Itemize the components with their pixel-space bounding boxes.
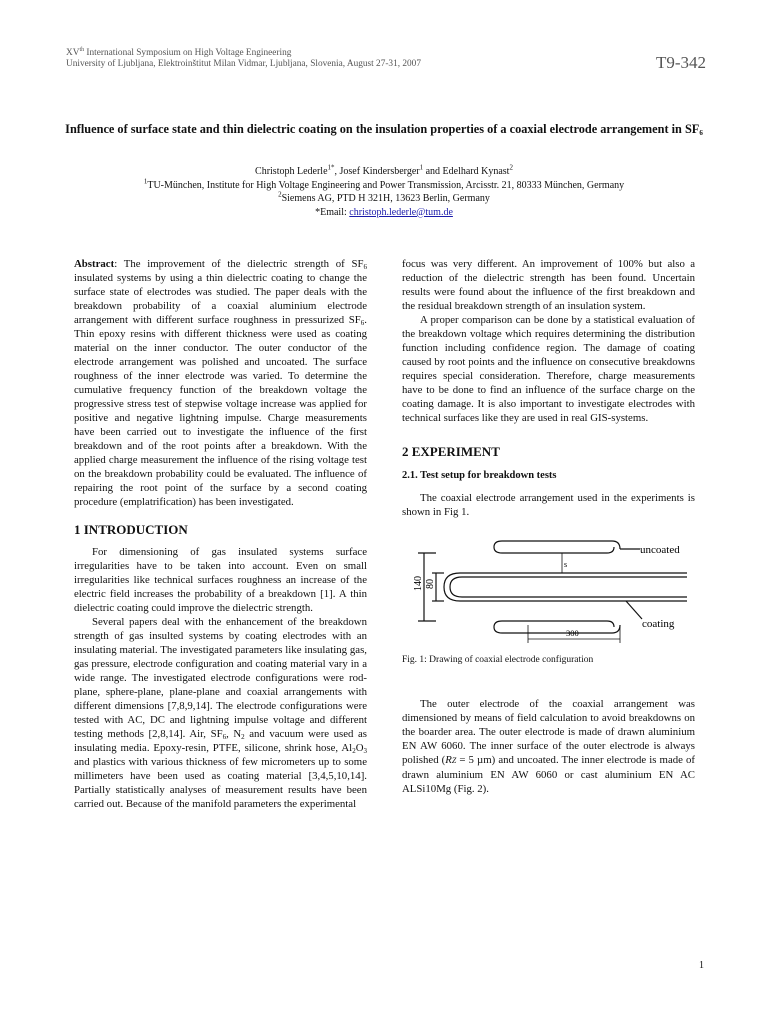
title-text: Influence of surface state and thin dielectric coating on the insulation properties of a coaxial electrode arrangement in SF — [65, 122, 700, 136]
conf-sup: th — [79, 46, 85, 53]
affiliation-1 — [60, 179, 708, 193]
intro-p2-d: O — [355, 742, 364, 754]
intro-paragraph-2 — [74, 615, 367, 811]
sub-2: 2 — [241, 733, 245, 741]
conf-name: International Symposium on High Voltage Engineering — [84, 48, 292, 58]
intro-p2-e: and plastics with various thickness of few micrometers up to some millimeters have been used as coating material [3,4,5,10,14]. Partially statistically analyses of measurement results have been carried out. Because of the manifold parameters the experimental — [74, 756, 367, 810]
author-line — [60, 165, 708, 179]
intro-p2-c: and vacuum were used as insulating media. Epoxy-resin, PTFE, silicone, shrink hose, Al — [74, 728, 367, 754]
affiliation-2 — [60, 192, 708, 206]
coaxial-electrode-figure — [402, 527, 695, 647]
aff1-text: TU-München, Institute for High Voltage Engineering and Power Transmission, Arcisstr. 21, 80333 München, Germany — [147, 179, 625, 191]
conf-venue: University of Ljubljana, Elektroinštitut Milan Vidmar, Ljubljana, Slovenia, August 27-31, 2007 — [66, 59, 421, 69]
section-heading-experiment: 2 EXPERIMENT — [402, 444, 500, 459]
author-block — [60, 165, 708, 219]
aff2-text: Siemens AG, PTD H 321H, 13623 Berlin, Germany — [281, 193, 490, 204]
label-uncoated: uncoated — [640, 544, 680, 556]
figure-caption: Fig. 1: Drawing of coaxial electrode configuration — [402, 655, 594, 665]
right-paragraph-1: focus was very different. An improvement of 100% but also a reduction of the dielectric strength has been found. Uncertain results were found about the influence of the first breakdown and the residual breakdown strength of an insulation system. — [402, 258, 695, 312]
outer-electrode-top — [494, 541, 614, 553]
intro-paragraph-1: For dimensioning of gas insulated systems surface irregularities have to be taken into account. Even on small irregularities like technical surfaces roughness an increase of the electric field increases the probability of a breakdown [1]. A thin dielectric coating could improve the dielectric strength. — [74, 546, 367, 614]
sub-6: 6 — [360, 319, 365, 327]
label-80: 80 — [425, 579, 436, 589]
paper-title — [60, 121, 708, 137]
setup-paragraph: The coaxial electrode arrangement used in the experiments is shown in Fig 1. — [402, 492, 695, 518]
intro-p2-b: , N — [226, 728, 242, 740]
p4-a: The outer electrode of the coaxial arrangement was dimensioned by means of field calculation to avoid breakdowns on the boarder area. The outer electrode is made of drawn aluminium EN AW 6060. The inner surface of the outer electrode is always polished ( — [402, 698, 695, 766]
email-line — [60, 206, 708, 220]
email-link[interactable]: christoph.lederle@tum.de — [349, 206, 453, 218]
right-column — [402, 257, 695, 796]
label-coating: coating — [642, 618, 675, 630]
rz-r: R — [445, 754, 452, 766]
author-1: Christoph Lederle — [255, 166, 328, 177]
paper-code: T9-342 — [655, 53, 706, 72]
section-heading-introduction: 1 INTRODUCTION — [74, 522, 188, 537]
author-2-sup: 1 — [419, 163, 424, 172]
left-column — [74, 257, 367, 811]
right-paragraph-2: A proper comparison can be done by a statistical evaluation of the breakdown voltage which requires determining the distribution function including confidence region. The damage of coating caused by root points and the influence on consecutive breakdowns requires special consideration. Therefore, charge measurements have to be done to find an influence of the surface charge on the coating damage. It is also important to investigate electrodes with technical surfaces like they are used in real GIS-systems. — [402, 314, 695, 424]
author-1-sup: 1* — [327, 163, 335, 172]
p4-b: = 5 µm) and uncoated. The inner electrode is made of drawn aluminium EN AW 6060 or cast aluminium EN AC ALSi10Mg (Fig. 2). — [402, 754, 695, 795]
title-sub: 6 — [699, 129, 703, 137]
subsection-heading-test-setup: 2.1. Test setup for breakdown tests — [402, 470, 557, 481]
rz-z: Z — [451, 756, 457, 765]
aff2-sup: 2 — [278, 190, 282, 199]
sub-6: 6 — [363, 263, 367, 271]
email-label: *Email: — [315, 206, 350, 218]
right-paragraph-4 — [402, 697, 695, 796]
sub-3: 3 — [363, 747, 367, 755]
intro-p2-a: Several papers deal with the enhancement of the breakdown strength of gas insulted systems by coating electrodes with an insulating material. The investigated parameters like insulating gas, gas pressure, electrode configuration and coating material vary in a wide range. The investigated electrode configurations were rod-plane, sphere-plane, plane-plane and coaxial arrangements with different dimensions [7,8,9,14]. The electrode configurations were tested with AC, DC and lightning impulse voltage and different testing methods [2,8,14]. Air, SF — [74, 616, 367, 740]
abstract-text-1: : The improvement of the dielectric strength of SF — [114, 258, 364, 270]
abstract — [74, 257, 367, 509]
outer-electrode-bottom — [494, 621, 614, 633]
author-2: , Josef Kindersberger — [334, 166, 420, 177]
author-3-sup: 2 — [509, 163, 513, 172]
conference-header — [66, 48, 421, 70]
page-number: 1 — [699, 960, 704, 971]
label-s: s — [564, 560, 568, 569]
abstract-text-3: . Thin epoxy resins with different thickness were used as coating material on the inner conductor. The outer conductor of the electrode arrangement was polished and uncoated. The surface roughness of the inner electrode was varied. To determine the cumulative frequency function of the breakdown voltage the progressive stress test of stepwise voltage increase was applied for positive and negative lightning impulse. Charge measurements have been carried out to investigate the influence of the first breakdown and of the root points after a breakdown. With the applied charge measurement the influence of the rising voltage test on the breakdown probability could be evaluated. The influence of repairing the root point of the surface by a second coating procedure (emplatrification) has been investigated. — [74, 314, 367, 508]
label-140: 140 — [413, 576, 424, 591]
label-300: 300 — [566, 628, 579, 638]
conf-prefix: XV — [66, 48, 80, 58]
abstract-label: Abstract — [74, 258, 115, 270]
sub-6: 6 — [222, 733, 227, 741]
author-3: and Edelhard Kynast — [423, 166, 510, 177]
abstract-text-2: insulated systems by using a thin dielectric coating to change the surface state of electrodes was studied. The paper deals with the breakdown probability of a coaxial aluminium electrode arrangement with different surface roughness in pressurized SF — [74, 272, 367, 326]
aff1-sup: 1 — [143, 177, 148, 186]
sub-2: 2 — [352, 747, 356, 755]
